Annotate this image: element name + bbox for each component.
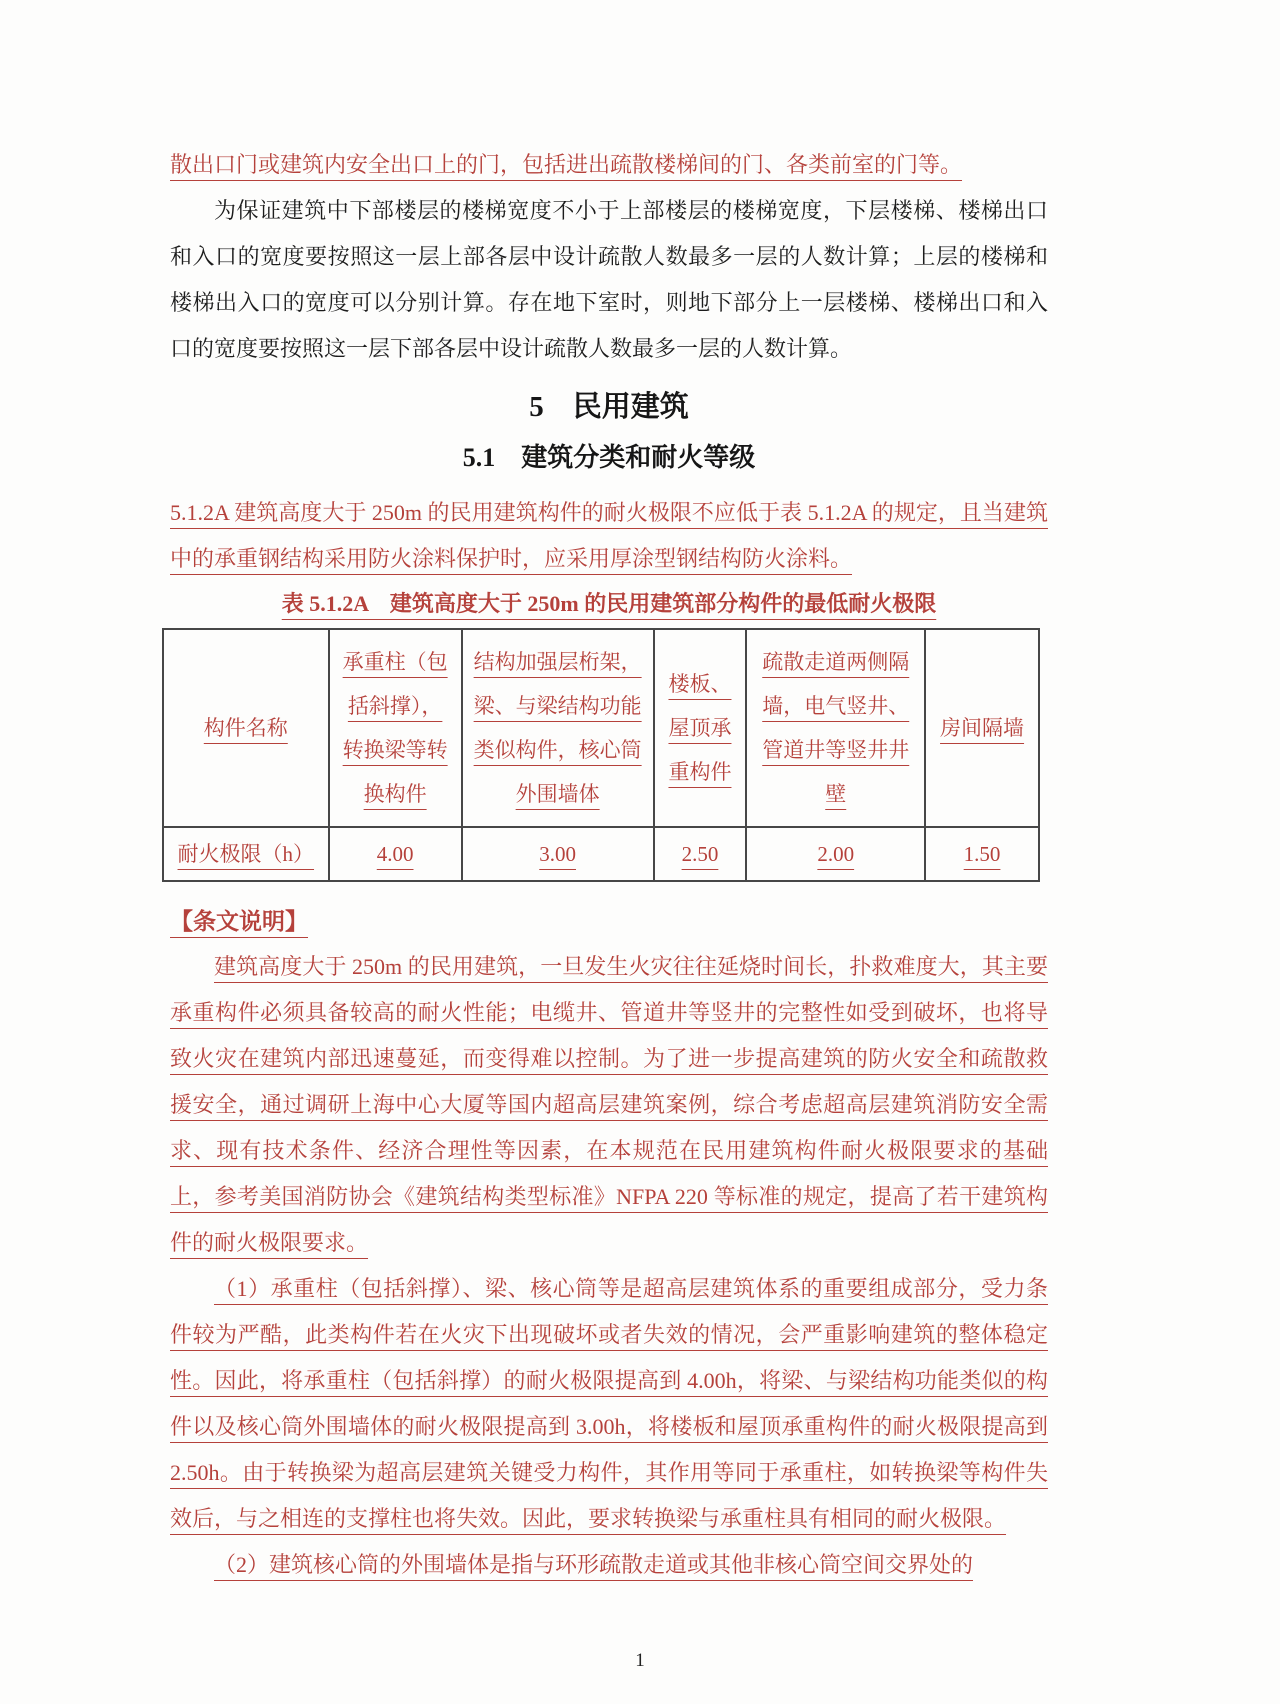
commentary-section bbox=[170, 892, 1048, 1588]
table-5-1-2A-title: 表 5.1.2A 建筑高度大于 250m 的民用建筑部分构件的最低耐火极限 bbox=[281, 591, 937, 616]
table-header-component-name: 构件名称 bbox=[163, 629, 329, 827]
carryover-sentence: 散出口门或建筑内安全出口上的门，包括进出疏散楼梯间的门、各类前室的门等。 bbox=[170, 152, 963, 177]
fire-limit-value-2: 2.50 bbox=[654, 827, 747, 881]
table-header-floor-roof: 楼板、屋顶承重构件 bbox=[654, 629, 747, 827]
fire-limit-value-1: 3.00 bbox=[462, 827, 654, 881]
table-header-corridor-shaft-wall: 疏散走道两侧隔墙，电气竖井、管道井等竖井井壁 bbox=[746, 629, 925, 827]
table-header-room-partition: 房间隔墙 bbox=[925, 629, 1039, 827]
table-header-truss-beam: 结构加强层桁架，梁、与梁结构功能类似构件，核心筒外围墙体 bbox=[462, 629, 654, 827]
fire-limit-label: 耐火极限（h） bbox=[163, 827, 329, 881]
commentary-paragraph-1: 建筑高度大于 250m 的民用建筑，一旦发生火灾往往延烧时间长，扑救难度大，其主要承重构件必须具备较高的耐火性能；电缆井、管道井等竖井的完整性如受到破坏，也将导致火灾在建筑内部迅速蔓延，而变得难以控制。为了进一步提高建筑的防火安全和疏散救援安全，通过调研上海中心大厦等国内超高层建筑案例，综合考虑超高层建筑消防安全需求、现有技术条件、经济合理性等因素，在本规范在民用建筑构件耐火极限要求的基础上，参考美国消防协会《建筑结构类型标准》NFPA 220 等标准的规定，提高了若干建筑构件的耐火极限要求。 bbox=[170, 954, 1048, 1255]
commentary-paragraph-3: （2）建筑核心筒的外围墙体是指与环形疏散走道或其他非核心筒空间交界处的 bbox=[214, 1552, 974, 1577]
fire-limit-value-3: 2.00 bbox=[746, 827, 925, 881]
chapter-heading: 5 民用建筑 bbox=[529, 391, 689, 423]
section-heading: 5.1 建筑分类和耐火等级 bbox=[462, 443, 756, 472]
fire-limit-value-0: 4.00 bbox=[329, 827, 462, 881]
table-header-bearing-column: 承重柱（包括斜撑），转换梁等转换构件 bbox=[329, 629, 462, 827]
clause-5-1-2A: 5.1.2A 建筑高度大于 250m 的民用建筑构件的耐火极限不应低于表 5.1.2A 的规定，且当建筑中的承重钢结构采用防火涂料保护时，应采用厚涂型钢结构防火涂料。 bbox=[170, 500, 1048, 571]
document-content bbox=[170, 142, 1048, 1588]
page-number: 1 bbox=[635, 1650, 645, 1671]
table-value-row bbox=[163, 827, 1039, 881]
commentary-label: 【条文说明】 bbox=[170, 909, 308, 934]
stair-width-paragraph: 为保证建筑中下部楼层的楼梯宽度不小于上部楼层的楼梯宽度，下层楼梯、楼梯出口和入口的宽度要按照这一层上部各层中设计疏散人数最多一层的人数计算；上层的楼梯和楼梯出入口的宽度可以分别计算。存在地下室时，则地下部分上一层楼梯、楼梯出口和入口的宽度要按照这一层下部各层中设计疏散人数最多一层的人数计算。 bbox=[170, 198, 1048, 361]
table-header-row bbox=[163, 629, 1039, 827]
fire-limit-value-4: 1.50 bbox=[925, 827, 1039, 881]
commentary-paragraph-2: （1）承重柱（包括斜撑）、梁、核心筒等是超高层建筑体系的重要组成部分，受力条件较为严酷，此类构件若在火灾下出现破坏或者失效的情况，会严重影响建筑的整体稳定性。因此，将承重柱（包括斜撑）的耐火极限提高到 4.00h，将梁、与梁结构功能类似的构件以及核心筒外围墙体的耐火极限提高到 3.00h，将楼板和屋顶承重构件的耐火极限提高到 2.50h。由于转换梁为超高层建筑关键受力构件，其作用等同于承重柱，如转换梁等构件失效后，与之相连的支撑柱也将失效。因此，要求转换梁与承重柱具有相同的耐火极限。 bbox=[170, 1276, 1048, 1531]
fire-resistance-table bbox=[162, 628, 1040, 882]
